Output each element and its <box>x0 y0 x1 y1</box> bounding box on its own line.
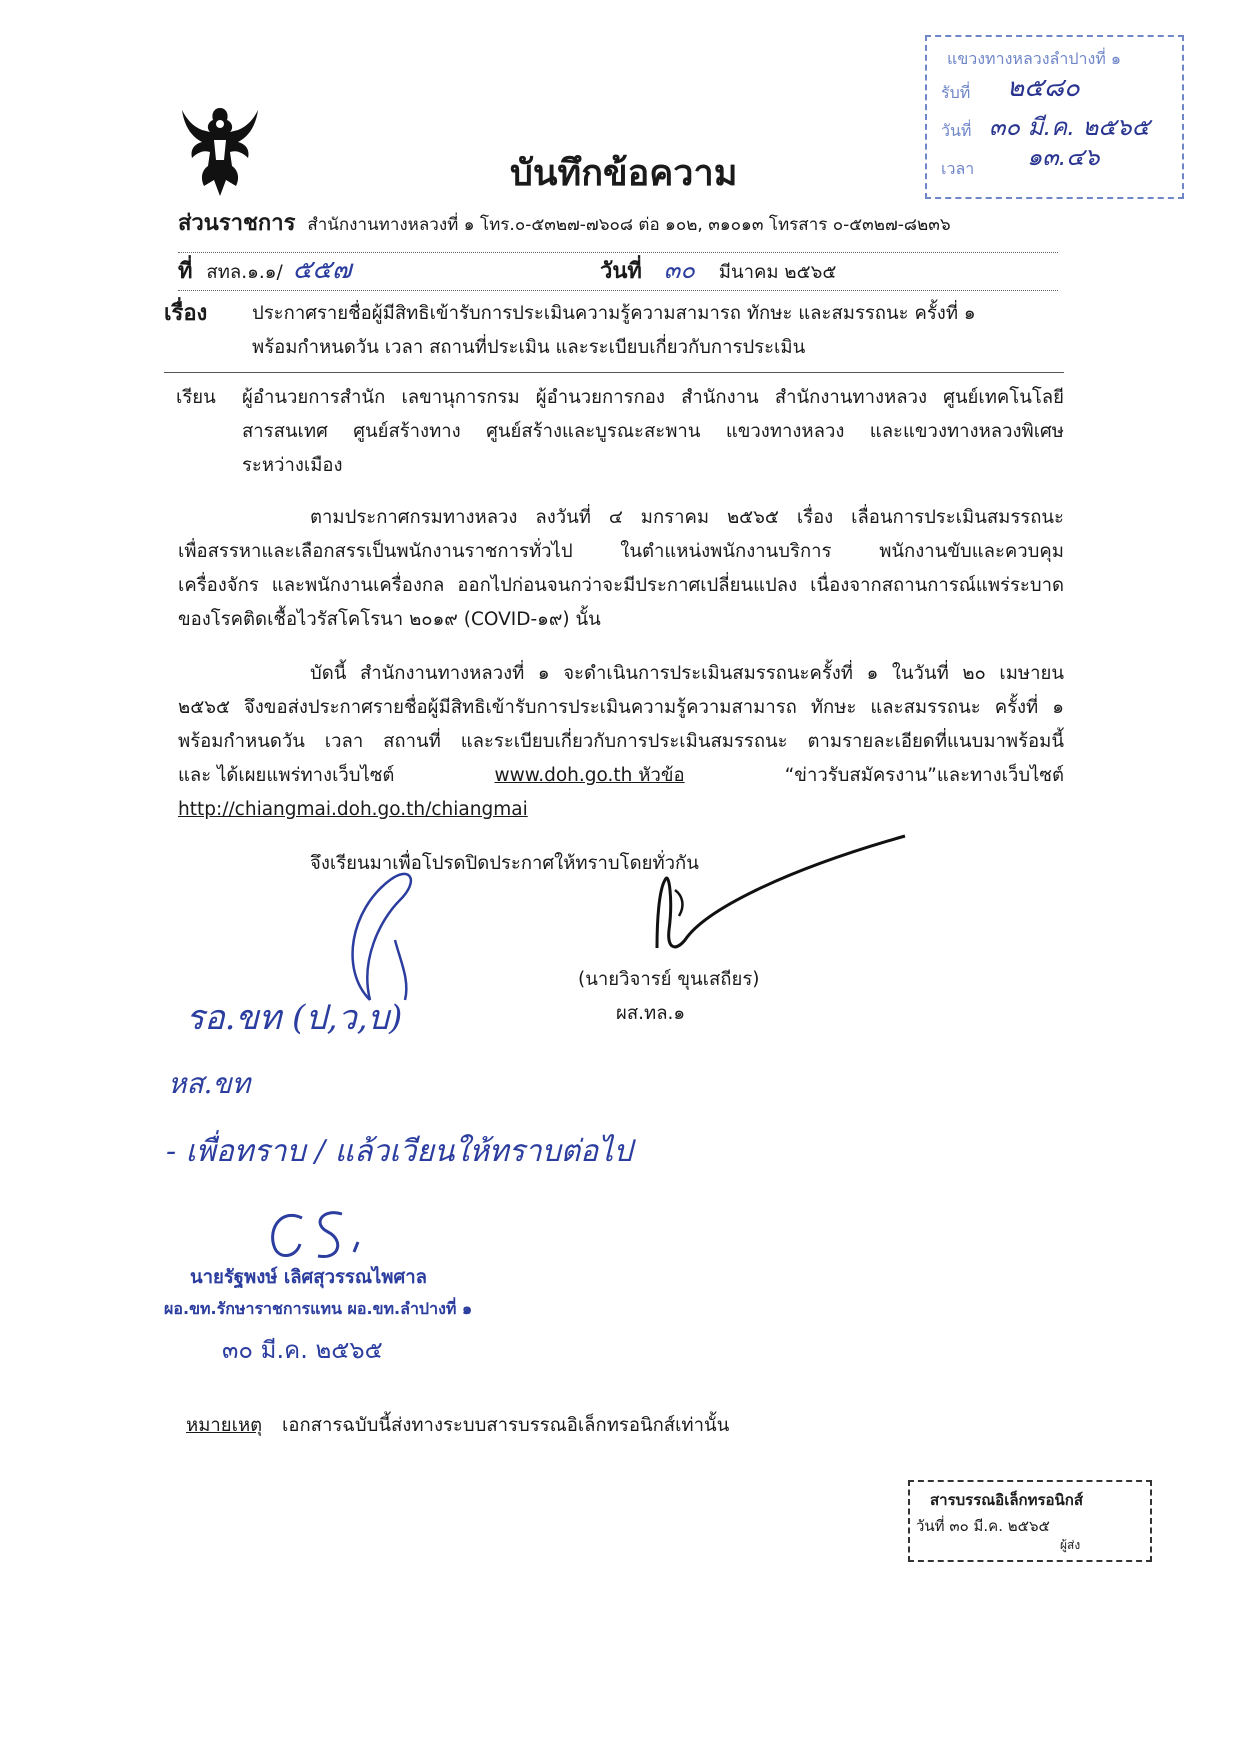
paragraph-2-line-1: บัดนี้ สำนักงานทางหลวงที่ ๑ จะดำเนินการประเมินสมรรถนะครั้งที่ ๑ ในวันที่ ๒๐ เมษายน <box>310 663 1064 684</box>
paragraph-1-line-1: ตามประกาศกรมทางหลวง ลงวันที่ ๔ มกราคม ๒๕๖๕ เรื่อง เลื่อนการประเมินสมรรถนะ <box>310 507 1064 528</box>
e-stamp-sender: ผู้ส่ง <box>1060 1538 1081 1552</box>
approver-initial-signature <box>262 1198 372 1268</box>
date-label: วันที่ <box>600 259 642 284</box>
ref-underline <box>178 290 1058 291</box>
handwritten-note-line-1: รอ.ขท (ป,ว,บ) <box>186 998 403 1038</box>
agency-underline <box>178 252 1058 253</box>
subject-label: เรื่อง <box>164 301 208 326</box>
receive-stamp <box>925 35 1184 199</box>
date-row <box>600 254 836 289</box>
to-line-2: สารสนเทศ ศูนย์สร้างทาง ศูนย์สร้างและบูรณะสะพาน แขวงทางหลวง และแขวงทางหลวงพิเศษ <box>242 421 1064 442</box>
stamp-time-value: ๑๓.๔๖ <box>1027 143 1100 171</box>
paragraph-1-line-3: เครื่องจักร และพนักงานเครื่องกล ออกไปก่อนจนกว่าจะมีประกาศเปลี่ยนแปลง เนื่องจากสถานการณ์แพร่ระบาด <box>178 575 1064 596</box>
note-row <box>186 1410 729 1442</box>
ref-value: สทล.๑.๑/ <box>206 262 283 283</box>
paragraph-1-line-2: เพื่อสรรหาและเลือกสรรเป็นพนักงานราชการทั่วไป ในตำแหน่งพนักงานบริการ พนักงานขับและควบคุม <box>178 541 1064 562</box>
stamp-receipt-label: รับที่ <box>941 83 971 102</box>
doh-website-link[interactable]: www.doh.go.th หัวข้อ <box>494 765 685 786</box>
paragraph-2-line-3: พร้อมกำหนดวัน เวลา สถานที่ และระเบียบเกี่ยวกับการประเมินสมรรถนะ ตามรายละเอียดที่แนบมาพร้อมนี้ <box>178 731 1064 752</box>
stamp-date-label: วันที่ <box>941 121 972 140</box>
date-day: ๓๐ <box>663 256 695 284</box>
approver-handwritten-signature <box>300 850 440 1010</box>
to-line-3: ระหว่างเมือง <box>242 455 343 476</box>
page-title: บันทึกข้อความ <box>510 153 738 194</box>
signer-position: ผส.ทล.๑ <box>616 1003 686 1024</box>
approver-name: นายรัฐพงษ์ เลิศสุวรรณไพศาล <box>190 1267 427 1288</box>
approver-date-stamp: ๓๐ มี.ค. ๒๕๖๕ <box>222 1336 383 1364</box>
to-line-1: ผู้อำนวยการสำนัก เลขานุการกรม ผู้อำนวยการกอง สำนักงาน สำนักงานทางหลวง ศูนย์เทคโนโลยี <box>242 387 1064 408</box>
paragraph-2-line-2: ๒๕๖๕ จึงขอส่งประกาศรายชื่อผู้มีสิทธิเข้ารับการประเมินความรู้ความสามารถ ทักษะ และสมรรถนะ ครั้งที่ ๑ <box>178 697 1064 718</box>
approver-position: ผอ.ขท.รักษาราชการแทน ผอ.ขท.ลำปางที่ ๑ <box>164 1299 473 1318</box>
note-label: หมายเหตุ <box>186 1415 263 1436</box>
e-stamp-date: วันที่ ๓๐ มี.ค. ๒๕๖๕ <box>916 1517 1050 1535</box>
e-stamp-title: สารบรรณอิเล็กทรอนิกส์ <box>930 1491 1084 1509</box>
ref-handwritten: ๕๕๗ <box>292 255 352 285</box>
e-document-stamp <box>908 1480 1152 1562</box>
note-text: เอกสารฉบับนี้ส่งทางระบบสารบรรณอิเล็กทรอนิกส์เท่านั้น <box>282 1415 730 1436</box>
paragraph-2-line-4 <box>178 760 1064 792</box>
subject-divider <box>164 372 1064 373</box>
agency-value: สำนักงานทางหลวงที่ ๑ โทร.๐-๕๓๒๗-๗๖๐๘ ต่อ ๑๐๒, ๓๑๐๑๓ โทรสาร ๐-๕๓๒๗-๘๒๓๖ <box>307 215 951 235</box>
subject-line-1: ประกาศรายชื่อผู้มีสิทธิเข้ารับการประเมินความรู้ความสามารถ ทักษะ และสมรรถนะ ครั้งที่ ๑ <box>252 303 976 324</box>
agency-label: ส่วนราชการ <box>178 211 296 236</box>
signer-signature <box>655 830 915 960</box>
agency-row <box>178 208 951 241</box>
paragraph-2-line-4-post: “ข่าวรับสมัครงาน”และทางเว็บไซต์ <box>784 765 1064 786</box>
stamp-office: แขวงทางหลวงลำปางที่ ๑ <box>947 49 1122 68</box>
stamp-time-label: เวลา <box>941 159 975 178</box>
ref-row <box>178 254 352 289</box>
paragraph-1-line-4: ของโรคติดเชื้อไวรัสโคโรนา ๒๐๑๙ (COVID-๑๙) นั้น <box>178 609 601 630</box>
closing-line: จึงเรียนมาเพื่อโปรดปิดประกาศให้ทราบโดยทั่วกัน <box>310 853 699 874</box>
garuda-emblem-icon <box>180 100 260 200</box>
date-rest: มีนาคม ๒๕๖๕ <box>718 262 837 283</box>
chiangmai-website-link[interactable]: http://chiangmai.doh.go.th/chiangmai <box>178 799 528 820</box>
stamp-receipt-number: ๒๕๘๐ <box>1007 73 1080 103</box>
paragraph-2-line-4-pre: และ ได้เผยแพร่ทางเว็บไซต์ <box>178 765 395 786</box>
subject-line-2: พร้อมกำหนดวัน เวลา สถานที่ประเมิน และระเบียบเกี่ยวกับการประเมิน <box>252 337 806 358</box>
handwritten-note-line-3: - เพื่อทราบ / แล้วเวียนให้ทราบต่อไป <box>166 1134 633 1169</box>
stamp-date-value: ๓๐ มี.ค. ๒๕๖๕ <box>989 113 1150 141</box>
ref-label: ที่ <box>178 259 193 284</box>
to-label: เรียน <box>176 387 216 408</box>
signer-name: (นายวิจารย์ ขุนเสถียร) <box>578 969 760 990</box>
handwritten-note-line-2: หส.ขท <box>168 1067 251 1100</box>
